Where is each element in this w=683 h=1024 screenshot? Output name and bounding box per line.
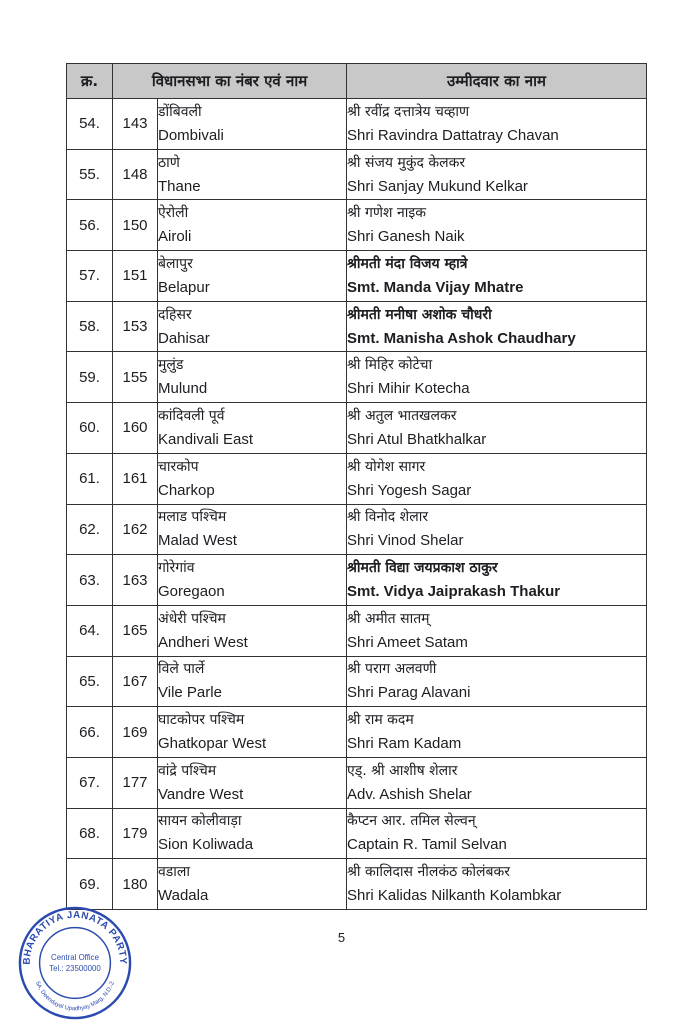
candidate-name: [347, 504, 647, 555]
table-row: [67, 605, 647, 656]
constituency-number: 179: [113, 808, 158, 859]
party-seal-icon: [16, 904, 134, 1022]
serial-number: 62.: [67, 504, 113, 555]
candidate-name-hindi: श्री रवींद्र दत्तात्रेय चव्हाण: [347, 103, 470, 120]
constituency-name-english: Sion Koliwada: [158, 836, 254, 854]
constituency-name: [158, 403, 347, 454]
candidate-name-english: Captain R. Tamil Selvan: [347, 836, 507, 854]
constituency-name: [158, 149, 347, 200]
candidate-name-hindi: श्री विनोद शेलार: [347, 509, 429, 526]
constituency-name-hindi: बेलापुर: [158, 255, 193, 272]
table-row: [67, 504, 647, 555]
candidate-name: [347, 301, 647, 352]
serial-number: 57.: [67, 251, 113, 302]
candidate-name-hindi: श्री गणेश नाइक: [347, 205, 426, 222]
candidate-name-english: Adv. Ashish Shelar: [347, 785, 472, 803]
candidate-name-hindi: श्री अतुल भातखलकर: [347, 407, 457, 424]
candidate-name-hindi: श्री अमीत सातम्: [347, 610, 430, 627]
seal-center-line1: Central Office: [51, 953, 99, 963]
serial-number: 66.: [67, 707, 113, 758]
table-body: [67, 99, 647, 910]
constituency-number: 153: [113, 301, 158, 352]
serial-number: 64.: [67, 605, 113, 656]
table-row: [67, 808, 647, 859]
constituency-name: [158, 200, 347, 251]
constituency-name-english: Belapur: [158, 278, 210, 296]
serial-number: 67.: [67, 757, 113, 808]
candidate-name: [347, 859, 647, 910]
constituency-name: [158, 453, 347, 504]
table-row: [67, 251, 647, 302]
constituency-name-hindi: ठाणे: [158, 154, 180, 171]
constituency-name: [158, 251, 347, 302]
constituency-name-hindi: मुलुंड: [158, 357, 184, 374]
table-row: [67, 555, 647, 606]
candidate-name-english: Shri Ganesh Naik: [347, 228, 465, 246]
constituency-number: 180: [113, 859, 158, 910]
table-row: [67, 403, 647, 454]
candidate-name: [347, 99, 647, 150]
table-row: [67, 149, 647, 200]
candidate-name-english: Shri Ravindra Dattatray Chavan: [347, 126, 559, 144]
serial-number: 68.: [67, 808, 113, 859]
candidate-name-hindi: श्री संजय मुकुंद केलकर: [347, 154, 466, 171]
constituency-name-english: Dombivali: [158, 126, 224, 144]
serial-number: 56.: [67, 200, 113, 251]
constituency-name-english: Thane: [158, 177, 201, 195]
constituency-name-hindi: वडाला: [158, 864, 191, 881]
candidate-name-hindi: श्री राम कदम: [347, 712, 414, 729]
constituency-number: 165: [113, 605, 158, 656]
header-constituency: विधानसभा का नंबर एवं नाम: [113, 64, 347, 99]
candidate-name-english: Shri Sanjay Mukund Kelkar: [347, 177, 528, 195]
candidate-name: [347, 555, 647, 606]
serial-number: 58.: [67, 301, 113, 352]
constituency-name-hindi: डोंबिवली: [158, 103, 202, 120]
candidate-name: [347, 757, 647, 808]
constituency-name-english: Goregaon: [158, 583, 225, 601]
candidate-name-english: Shri Kalidas Nilkanth Kolambkar: [347, 887, 562, 905]
candidate-name-hindi: श्रीमती मनीषा अशोक चौधरी: [347, 306, 492, 323]
candidate-name-hindi: श्री योगेश सागर: [347, 458, 426, 475]
constituency-number: 155: [113, 352, 158, 403]
constituency-number: 151: [113, 251, 158, 302]
candidate-name-english: Shri Ram Kadam: [347, 735, 462, 753]
serial-number: 63.: [67, 555, 113, 606]
candidate-name-english: Shri Ameet Satam: [347, 633, 468, 651]
constituency-number: 169: [113, 707, 158, 758]
table-row: [67, 707, 647, 758]
candidate-name: [347, 808, 647, 859]
constituency-name: [158, 707, 347, 758]
constituency-name-hindi: विले पार्ले: [158, 661, 205, 678]
header-serial: क्र.: [67, 64, 113, 99]
constituency-number: 148: [113, 149, 158, 200]
seal-ring-text: BHARATIYA JANATA PARTY: [21, 909, 129, 965]
candidate-name-hindi: कैप्टन आर. तमिल सेल्वन्: [347, 813, 476, 830]
candidate-name-english: Shri Atul Bhatkhalkar: [347, 430, 487, 448]
candidate-name-english: Smt. Manda Vijay Mhatre: [347, 278, 524, 296]
constituency-name-hindi: सायन कोलीवाड़ा: [158, 813, 242, 830]
candidate-name-english: Shri Mihir Kotecha: [347, 380, 470, 398]
constituency-name: [158, 859, 347, 910]
constituency-name-hindi: घाटकोपर पश्चिम: [158, 712, 245, 729]
constituency-number: 162: [113, 504, 158, 555]
table-row: [67, 99, 647, 150]
table-row: [67, 453, 647, 504]
candidate-name: [347, 200, 647, 251]
constituency-name-hindi: मलाड पश्चिम: [158, 509, 227, 526]
candidate-name: [347, 352, 647, 403]
candidate-name: [347, 403, 647, 454]
table-row: [67, 859, 647, 910]
constituency-name-english: Vile Parle: [158, 684, 222, 702]
constituency-name: [158, 605, 347, 656]
constituency-name: [158, 301, 347, 352]
candidate-name: [347, 251, 647, 302]
constituency-name-english: Mulund: [158, 380, 208, 398]
candidate-name-english: Shri Vinod Shelar: [347, 532, 464, 550]
candidate-name-hindi: श्री पराग अलवणी: [347, 661, 437, 678]
constituency-name-hindi: कांदिवली पूर्व: [158, 407, 225, 424]
candidate-name: [347, 149, 647, 200]
serial-number: 54.: [67, 99, 113, 150]
constituency-name: [158, 555, 347, 606]
candidate-name: [347, 707, 647, 758]
candidate-name-english: Smt. Vidya Jaiprakash Thakur: [347, 583, 561, 601]
constituency-name-english: Dahisar: [158, 329, 210, 347]
constituency-name-hindi: ऐरोली: [158, 205, 189, 222]
table-row: [67, 200, 647, 251]
constituency-name-hindi: चारकोप: [158, 458, 199, 475]
table-row: [67, 656, 647, 707]
seal-center-line2: Tel.: 23500000: [49, 963, 101, 973]
constituency-name-english: Wadala: [158, 887, 209, 905]
constituency-name: [158, 99, 347, 150]
table-header-row: [67, 64, 647, 99]
candidate-name-english: Smt. Manisha Ashok Chaudhary: [347, 329, 576, 347]
table-row: [67, 301, 647, 352]
seal-bottom-text: 6A, Deendayal Upadhyay Marg, N.D.-2: [34, 980, 116, 1013]
constituency-number: 163: [113, 555, 158, 606]
constituency-name-english: Malad West: [158, 532, 237, 550]
constituency-name-english: Andheri West: [158, 633, 248, 651]
constituency-name-hindi: अंधेरी पश्चिम: [158, 610, 226, 627]
header-candidate: उम्मीदवार का नाम: [347, 64, 647, 99]
candidate-name: [347, 605, 647, 656]
constituency-name-english: Charkop: [158, 481, 215, 499]
candidate-name-hindi: श्रीमती विद्या जयप्रकाश ठाकुर: [347, 560, 498, 577]
candidate-name-english: Shri Yogesh Sagar: [347, 481, 472, 499]
constituency-name-hindi: वांद्रे पश्चिम: [158, 762, 217, 779]
constituency-name: [158, 656, 347, 707]
constituency-name: [158, 504, 347, 555]
candidate-name-hindi: एड्. श्री आशीष शेलार: [347, 762, 458, 779]
constituency-number: 150: [113, 200, 158, 251]
candidate-table: [66, 63, 647, 910]
candidate-name-english: Shri Parag Alavani: [347, 684, 471, 702]
constituency-name-hindi: दहिसर: [158, 306, 192, 323]
candidate-name: [347, 453, 647, 504]
constituency-number: 143: [113, 99, 158, 150]
table-row: [67, 757, 647, 808]
serial-number: 60.: [67, 403, 113, 454]
constituency-number: 160: [113, 403, 158, 454]
constituency-number: 161: [113, 453, 158, 504]
candidate-name: [347, 656, 647, 707]
constituency-number: 167: [113, 656, 158, 707]
constituency-name-hindi: गोरेगांव: [158, 560, 195, 577]
serial-number: 65.: [67, 656, 113, 707]
serial-number: 55.: [67, 149, 113, 200]
serial-number: 59.: [67, 352, 113, 403]
serial-number: 61.: [67, 453, 113, 504]
constituency-name-english: Kandivali East: [158, 430, 254, 448]
candidate-name-hindi: श्रीमती मंदा विजय म्हात्रे: [347, 255, 468, 272]
page-number: 5: [337, 930, 346, 945]
serial-number: 69.: [67, 859, 113, 910]
candidate-name-hindi: श्री कालिदास नीलकंठ कोलंबकर: [347, 864, 511, 881]
svg-text:6A, Deendayal Upadhyay Marg, N: [34, 981, 116, 1012]
constituency-name-english: Ghatkopar West: [158, 735, 267, 753]
constituency-name: [158, 352, 347, 403]
constituency-name: [158, 757, 347, 808]
table-row: [67, 352, 647, 403]
constituency-name-english: Airoli: [158, 228, 192, 246]
constituency-number: 177: [113, 757, 158, 808]
constituency-name-english: Vandre West: [158, 785, 244, 803]
constituency-name: [158, 808, 347, 859]
candidate-name-hindi: श्री मिहिर कोटेचा: [347, 357, 433, 374]
